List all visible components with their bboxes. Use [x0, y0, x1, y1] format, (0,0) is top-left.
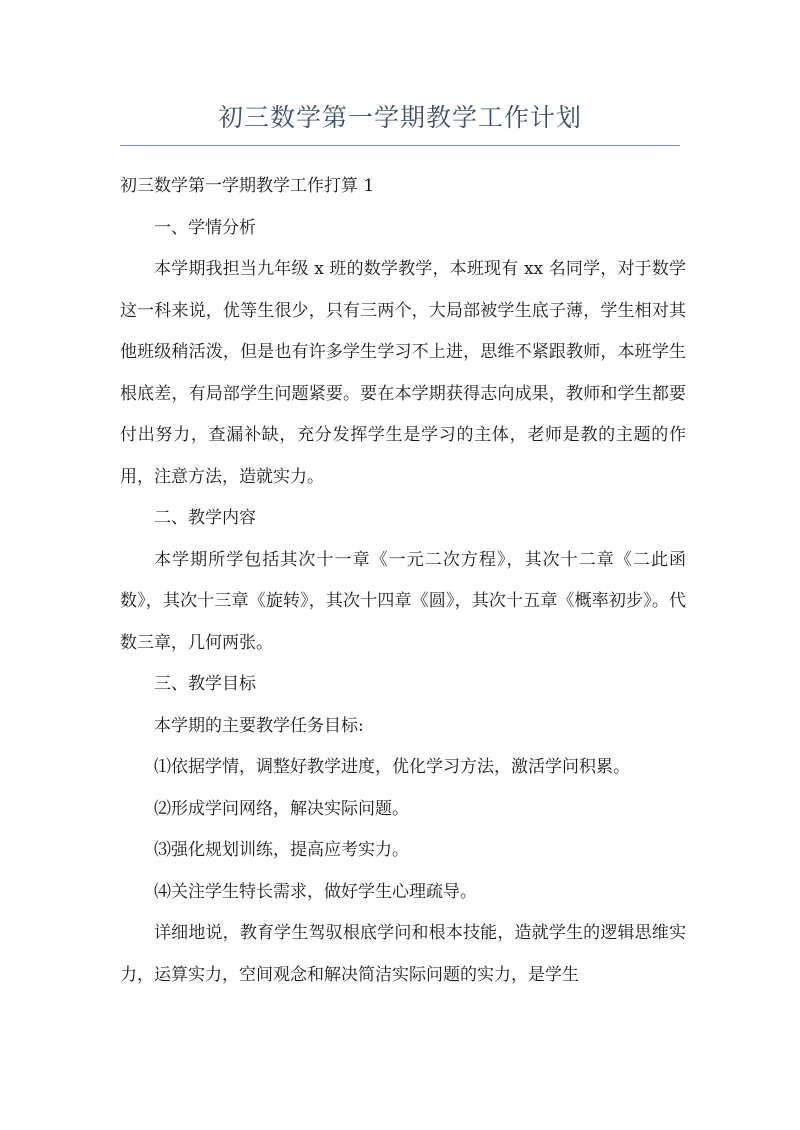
section-heading-teaching-content: 二、教学内容 [154, 508, 256, 528]
goal-item-3: ⑶强化规划训练，提高应考实力。 [154, 840, 409, 860]
document-subtitle: 初三数学第一学期教学工作打算 1 [120, 176, 375, 196]
paragraph-learning-analysis: 本学期我担当九年级 x 班的数学教学，本班现有 xx 名同学，对于数学这一科来说，优等生很少，只有三两个，大局部被学生底子薄，学生相对其他班级稍活泼，但是也有许多学生学习不上进，思维不紧跟教师，本班学生根底差，有局部学生问题紧要。要在本学期获得志向成果，教师和学生都要付出努力，查漏补缺，充分发挥学生是学习的主体，老师是教的主题的作用，注意方法，造就实力。 [120, 259, 686, 487]
goal-item-1: ⑴依据学情，调整好教学进度，优化学习方法，激活学问积累。 [154, 757, 630, 777]
paragraph-detailed: 详细地说，教育学生驾驭根底学问和根本技能，造就学生的逻辑思维实力，运算实力，空间观念和解决简洁实际问题的实力，是学生 [120, 923, 686, 985]
document-body [120, 166, 686, 996]
title-divider [120, 145, 680, 146]
goal-item-4: ⑷关注学生特长需求，做好学生心理疏导。 [154, 881, 477, 902]
document-title: 初三数学第一学期教学工作计划 [217, 103, 582, 132]
paragraph-teaching-content: 本学期所学包括其次十一章《一元二次方程》，其次十二章《二此函数》，其次十三章《旋转》，其次十四章《圆》，其次十五章《概率初步》。代数三章，几何两张。 [120, 549, 686, 653]
section-heading-learning-analysis: 一、学情分析 [154, 217, 256, 238]
goals-intro: 本学期的主要教学任务目标: [154, 715, 364, 736]
goal-item-2: ⑵形成学问网络，解决实际问题。 [154, 798, 409, 819]
section-heading-teaching-goals: 三、教学目标 [154, 674, 256, 694]
